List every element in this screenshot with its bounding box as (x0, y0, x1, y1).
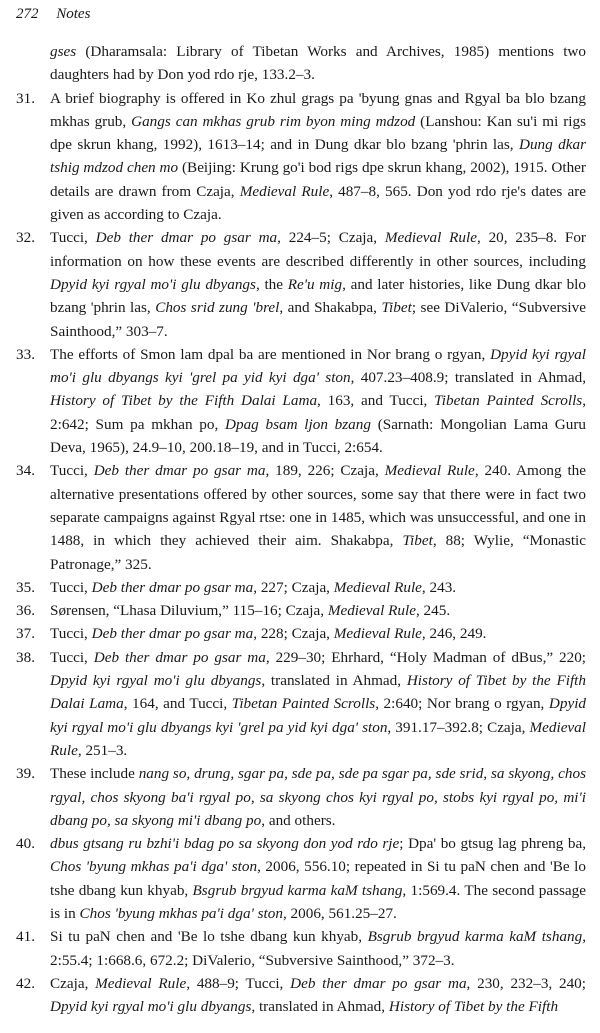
text-run: , 2:640; Nor brang o rgyan, (375, 695, 549, 713)
italic-title: Chos 'byung mkhas pa'i dga' ston (79, 904, 283, 922)
italic-title: Chos 'byung mkhas pa'i dga' ston (50, 858, 258, 876)
text-run: The efforts of Smon lam dpal ba are mentioned in Nor brang o rgyan, (50, 345, 491, 363)
text-run: , 2:642; Sum pa mkhan po, (50, 392, 587, 433)
text-run: , 2006, 556.10; repeated in Si tu paN chen and 'Be lo tshe dbang kun khyab, (50, 858, 586, 899)
page-number: 272 (16, 6, 39, 22)
footnote-39 (16, 762, 586, 832)
text-run: , 240. Among the alternative presentations offered by other sources, some say that there were in fact two separate campaigns against Rgyal rtse: one in 1485, which was unsuccessful, and one in 1488, in which they achieved their aim. Shakabpa, (50, 462, 586, 550)
footnote-number: 34. (16, 462, 35, 480)
italic-title: History of Tibet by the Fifth (388, 998, 559, 1016)
italic-title: Deb ther dmar po gsar ma (290, 974, 467, 992)
footnote-number: 41. (16, 928, 35, 946)
italic-title: Tibet (402, 532, 433, 550)
italic-title: Medieval Rule (384, 462, 475, 480)
italic-title: Medieval Rule (327, 602, 416, 620)
italic-title: Dpyid kyi rgyal mo'i glu dbyangs kyi 'grel pa yid kyi dga' ston (50, 695, 587, 736)
text-run: , 245. (415, 602, 451, 620)
text-run: (Lanshou: Kan su'i mi rigs dpe skrun khang, 1992), 1613–14; and in Dung dkar blo bzang 'phrin las, (50, 112, 586, 154)
footnote-text (50, 646, 586, 762)
text-run: , 224–5; Czaja, (277, 229, 385, 247)
italic-title: Deb ther dmar po gsar ma (91, 578, 254, 596)
notes-list (16, 40, 586, 1018)
text-run: , 88; Wylie, “Monastic Patronage,” 325. (50, 532, 587, 573)
footnote-number: 38. (16, 648, 35, 666)
text-run: (Sarnath: Mongolian Lama Guru Deva, 1965), 24.9–10, 200.18–19, and in Tucci, 2:654. (50, 415, 587, 457)
italic-title: Re'u mig (287, 275, 343, 293)
italic-title: dbus gtsang ru bzhi'i bdag po sa skyong don yod rdo rje (50, 835, 400, 853)
italic-title: Medieval Rule (384, 229, 477, 247)
text-run: , translated in Ahmad, (251, 998, 389, 1016)
text-run: , 243. (421, 578, 457, 596)
text-run: , and later histories, like Dung dkar blo bzang 'phrin las, (50, 275, 586, 317)
footnote-34 (16, 459, 586, 575)
footnote-40 (16, 832, 586, 925)
footnote-number: 39. (16, 765, 35, 783)
text-run: , 164, and Tucci, (123, 695, 232, 713)
italic-title: Tibet (381, 299, 412, 317)
italic-title: Dpyid kyi rgyal mo'i glu dbyangs (50, 672, 262, 690)
text-run: , 246, 249. (421, 625, 487, 643)
italic-title: gses (50, 43, 77, 60)
text-run: , 230, 232–3, 240; (466, 974, 586, 992)
running-title: Notes (56, 6, 91, 22)
text-run: Czaja, (50, 974, 96, 992)
footnote-38 (16, 646, 586, 762)
text-run: Si tu paN chen and 'Be lo tshe dbang kun khyab, (50, 928, 368, 946)
footnote-36 (16, 599, 586, 622)
footnote-number: 32. (16, 229, 35, 247)
italic-title: Medieval Rule (50, 718, 586, 759)
italic-title: Dpag bsam ljon bzang (225, 415, 371, 433)
text-run: , 228; Czaja, (253, 625, 334, 643)
text-run: , and others. (261, 811, 336, 829)
italic-title: Medieval Rule (239, 182, 330, 200)
text-run: , 229–30; Ehrhard, “Holy Madman of dBus,” 220; (265, 648, 587, 666)
text-run: (Beijing: Krung go'i bod rigs dpe skrun khang, 2002), 1915. Other details are drawn from Czaja, (50, 159, 586, 200)
footnote-41 (16, 925, 586, 972)
text-run: Tucci, (50, 229, 96, 247)
italic-title: Tibetan Painted Scrolls (231, 695, 376, 713)
italic-title: History of Tibet by the Fifth Dalai Lama (50, 672, 586, 713)
footnote-text (50, 762, 586, 832)
text-run: , the (255, 275, 288, 293)
footnote-number: 37. (16, 625, 35, 643)
footnote-text (50, 576, 586, 599)
text-run: Tucci, (50, 625, 92, 643)
italic-title: Deb ther dmar po gsar ma (93, 462, 266, 480)
footnote-35 (16, 576, 586, 599)
text-run: , 1:569.4. The second passage is in (50, 881, 586, 922)
footnote-number: 36. (16, 602, 35, 620)
italic-title: Deb ther dmar po gsar ma (91, 625, 254, 643)
footnote-31 (16, 87, 586, 227)
footnote-text (50, 226, 586, 342)
text-run: , 227; Czaja, (253, 578, 334, 596)
italic-title: Chos srid zung 'brel (155, 299, 280, 317)
footnote-32 (16, 226, 586, 342)
italic-title: Medieval Rule (95, 974, 187, 992)
text-run: , 251–3. (77, 741, 128, 759)
italic-title: Dung dkar tshig mdzod chen mo (50, 136, 586, 177)
text-run: , 2006, 561.25–27. (282, 904, 397, 922)
text-run: , 407.23–408.9; translated in Ahmad, (350, 369, 586, 387)
text-run: , translated in Ahmad, (261, 672, 407, 690)
italic-title: Tibetan Painted Scrolls (434, 392, 583, 410)
text-run: , 487–8, 565. Don yod rdo rje's dates are given as according to Czaja. (50, 182, 587, 224)
italic-title: Dpyid kyi rgyal mo'i glu dbyangs kyi 'grel pa yid kyi dga' ston (50, 345, 586, 387)
italic-title: Medieval Rule (333, 625, 422, 643)
text-run: , 2:55.4; 1:668.6, 672.2; DiValerio, “Subversive Sainthood,” 372–3. (50, 928, 587, 969)
footnote-text (50, 832, 586, 925)
text-run: ; see DiValerio, “Subversive Sainthood,” 303–7. (50, 299, 586, 340)
text-run: Sørensen, “Lhasa Diluvium,” 115–16; Czaja, (50, 602, 328, 620)
footnote-text (50, 459, 586, 575)
footnote-continuation (16, 40, 586, 87)
footnote-number: 31. (16, 89, 35, 107)
text-run: Tucci, (50, 648, 94, 666)
italic-title: nang so, drung, sgar pa, sde pa, sde pa sgar pa, sde srid, sa skyong, chos rgyal, chos skyong ba'i rgyal po, sa skyong chos kyi rgyal po, stobs kyi rgyal po, mi'i dbang po, sa skyong mi'i dbang po (50, 765, 586, 829)
text-run: , 391.17–392.8; Czaja, (387, 718, 530, 736)
text-run: ; Dpa' bo gtsug lag phreng ba, (399, 835, 587, 853)
footnote-number: 35. (16, 578, 35, 596)
text-run: (Dharamsala: Library of Tibetan Works and Archives, 1985) mentions two daughters had by Don yod rdo rje, 133.2–3. (50, 43, 586, 84)
footnote-text (50, 87, 586, 227)
text-run: These include (50, 765, 139, 783)
text-run: A brief biography is offered in Ko zhul grags pa 'byung gnas and Rgyal ba blo bzang mkhas grub, (50, 89, 586, 130)
footnote-number: 40. (16, 835, 35, 853)
footnote-33 (16, 343, 586, 459)
footnote-42 (16, 972, 586, 1019)
footnote-text (50, 972, 586, 1019)
text-run: , 20, 235–8. For information on how these events are described differently in other sources, including (50, 229, 586, 270)
italic-title: Gangs can mkhas grub rim byon ming mdzod (131, 112, 416, 130)
text-run: Tucci, (50, 578, 92, 596)
footnote-text (50, 343, 586, 459)
italic-title: Dpyid kyi rgyal mo'i glu dbyangs (50, 275, 256, 293)
footnote-text (50, 622, 586, 645)
footnote-number: 42. (16, 974, 35, 992)
footnote-text (50, 40, 586, 87)
italic-title: Deb ther dmar po gsar ma (95, 229, 278, 247)
italic-title: Bsgrub brgyud karma kaM tshang (367, 928, 583, 946)
italic-title: Deb ther dmar po gsar ma (93, 648, 266, 666)
text-run: , 163, and Tucci, (317, 392, 435, 410)
footnote-37 (16, 622, 586, 645)
footnote-text (50, 599, 586, 622)
italic-title: Dpyid kyi rgyal mo'i glu dbyangs (50, 998, 252, 1016)
italic-title: Medieval Rule (333, 578, 422, 596)
footnote-number: 33. (16, 345, 35, 363)
running-header (16, 6, 90, 23)
text-run: , 488–9; Tucci, (186, 974, 291, 992)
footnote-text (50, 925, 586, 972)
text-run: Tucci, (50, 462, 94, 480)
italic-title: History of Tibet by the Fifth Dalai Lama (50, 392, 318, 410)
italic-title: Bsgrub brgyud karma kaM tshang (192, 881, 403, 899)
text-run: , and Shakabpa, (279, 299, 382, 317)
text-run: , 189, 226; Czaja, (265, 462, 385, 480)
